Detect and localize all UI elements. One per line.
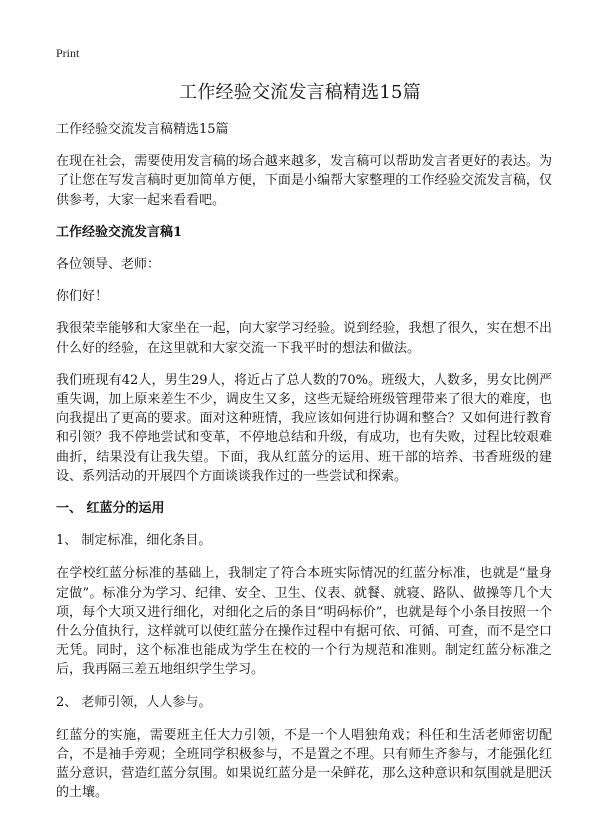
print-link[interactable]: Print [56, 46, 80, 60]
item-heading-1: 1、 制定标准，细化条目。 [56, 533, 212, 549]
subtitle: 工作经验交流发言稿精选15篇 [56, 122, 229, 137]
item-heading-2: 2、 老师引领，人人参与。 [56, 694, 212, 710]
paragraph-2: 我们班现有42人，男生29人，将近占了总人数的70%。班级大，人数多，男女比例严重失调，加上原来差生不少，调皮生又多，这些无疑给班级管理带来了很大的难度，也向我提出了更高的要求。面对这种班情，我应该如何进行协调和整合？又如何进行教育和引领？我不停地尝试和变革，不停地总结和升级，有成功，也有失败，过程比较艰难曲折，结果没有让我失望。下面，我从红蓝分的运用、班干部的培养、书香班级的建设、系列活动的开展四个方面谈谈我作过的一些尝试和探索。 [56, 372, 552, 484]
paragraph-4: 红蓝分的实施，需要班主任大力引领，不是一个人唱独角戏；科任和生活老师密切配合，不是袖手旁观；全班同学积极参与，不是置之不理。只有师生齐参与，才能强化红蓝分意识，营造红蓝分氛围。如果说红蓝分是一朵鲜花，那么这种意识和氛围就是肥沃的土壤。 [56, 727, 552, 801]
paragraph-3: 在学校红蓝分标准的基础上，我制定了符合本班实际情况的红蓝分标准，也就是“量身定做”。标准分为学习、纪律、安全、卫生、仪表、就餐、就寝、路队、做操等几个大项，每个大项又进行细化，对细化之后的条目“明码标价”，也就是每个小条目按照一个什么分值执行，这样就可以使红蓝分在操作过程中有据可依、可循、可查，而不是空口无凭。同时，这个标准也能成为学生在校的一个行为规范和准则。制定红蓝分标准之后，我再隔三差五地组织学生学习。 [56, 566, 552, 678]
article-heading: 工作经验交流发言稿1 [56, 224, 183, 240]
document-title: 工作经验交流发言稿精选15篇 [179, 82, 421, 103]
paragraph-1: 我很荣幸能够和大家坐在一起，向大家学习经验。说到经验，我想了很久，实在想不出什么好的经验，在这里就和大家交流一下我平时的想法和做法。 [56, 321, 552, 356]
intro-paragraph: 在现在社会，需要使用发言稿的场合越来越多，发言稿可以帮助发言者更好的表达。为了让您在写发言稿时更加简单方便，下面是小编帮大家整理的工作经验交流发言稿，仅供参考，大家一起来看看吧。 [56, 154, 552, 208]
section-heading-1: 一、 红蓝分的运用 [56, 501, 165, 517]
document-body [56, 120, 552, 816]
greeting: 各位领导、老师： [56, 257, 161, 273]
hello: 你们好！ [56, 289, 109, 305]
